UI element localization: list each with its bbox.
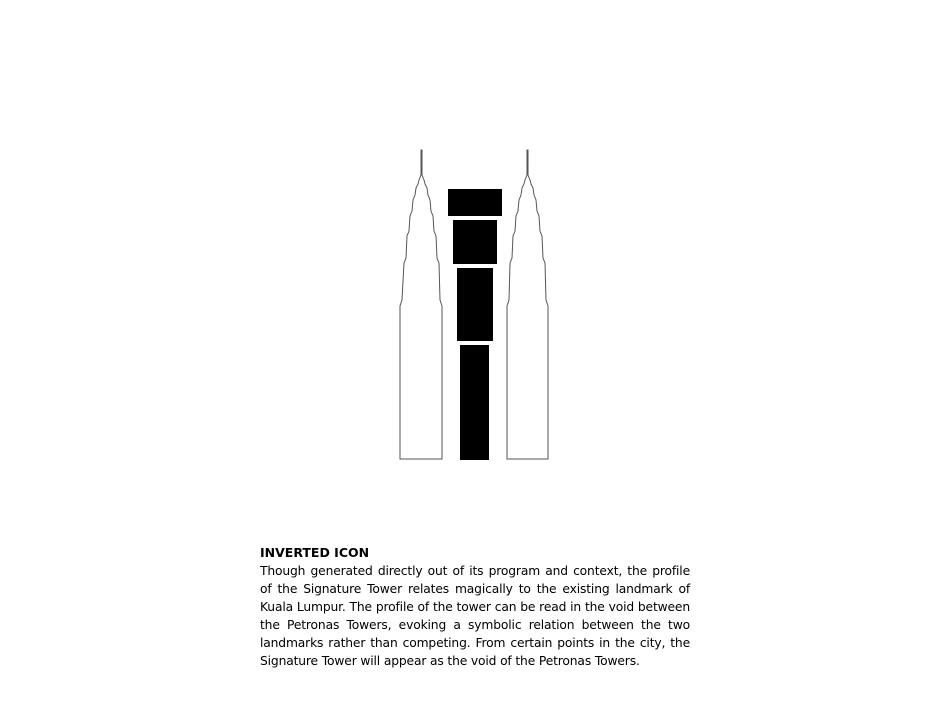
- petronas-tower-right-outline: [507, 150, 548, 459]
- signature-tower-block-1: [448, 189, 502, 216]
- caption-title: INVERTED ICON: [260, 545, 370, 560]
- signature-tower-block-2: [453, 220, 497, 264]
- signature-tower-block-3: [457, 268, 493, 341]
- signature-tower-block-4: [460, 345, 489, 460]
- caption: [260, 544, 690, 670]
- caption-body: Though generated directly out of its program and context, the profile of the Signature Tower relates magically to the existing landmark of Kuala Lumpur. The profile of the tower can be read in the void between the Petronas Towers, evoking a symbolic relation between the two landmarks rather than competing. From certain points in the city, the Signature Tower will appear as the void of the Petronas Towers.: [260, 564, 690, 668]
- petronas-tower-left-outline: [400, 150, 442, 459]
